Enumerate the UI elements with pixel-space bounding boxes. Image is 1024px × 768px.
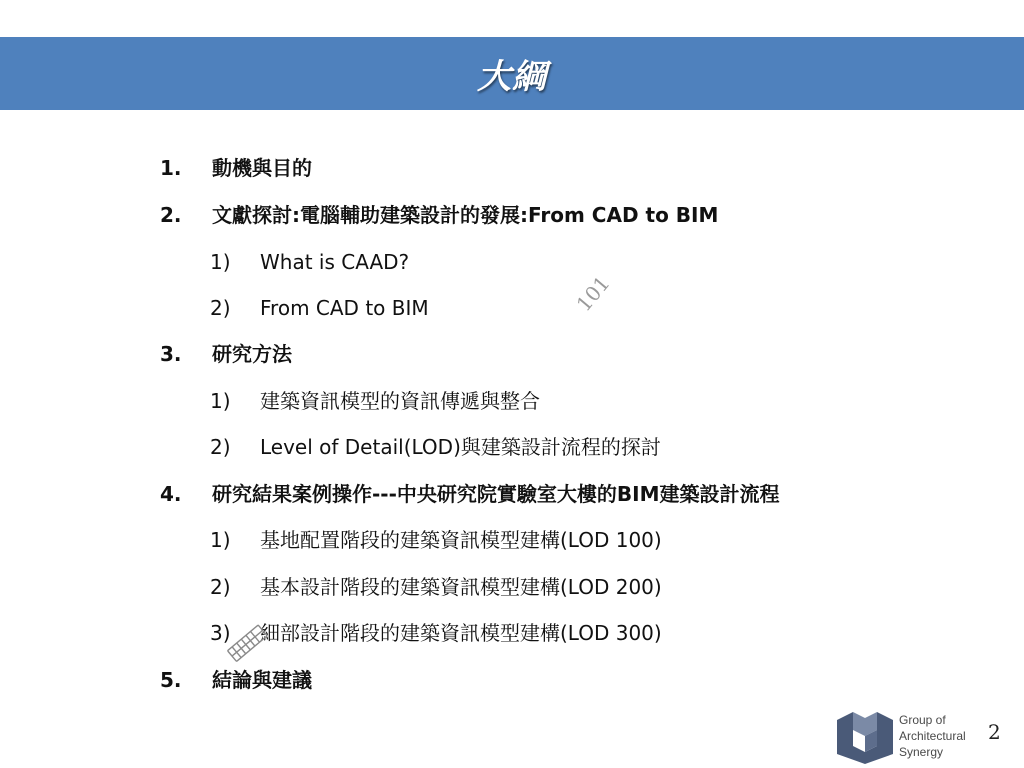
outline-item-number: 2. bbox=[160, 203, 182, 227]
group-logo-icon bbox=[835, 710, 895, 764]
logo-line: Architectural bbox=[899, 729, 966, 743]
watermark-stamp-icon bbox=[222, 622, 274, 666]
outline-subitem-text: 細部設計階段的建築資訊模型建構(LOD 300) bbox=[260, 621, 662, 645]
outline-item-number: 4. bbox=[160, 482, 182, 506]
outline-item-text: 動機與目的 bbox=[212, 156, 312, 180]
outline-subitem-number: 1) bbox=[210, 250, 231, 274]
outline-subitem-text: 建築資訊模型的資訊傳遞與整合 bbox=[260, 389, 540, 413]
outline-subitem-text: 基地配置階段的建築資訊模型建構(LOD 100) bbox=[260, 528, 662, 552]
outline-subitem-number: 2) bbox=[210, 575, 231, 599]
watermark-101: 101 bbox=[571, 271, 615, 316]
outline-subitem-number: 1) bbox=[210, 528, 231, 552]
outline-subitem-text: Level of Detail(LOD)與建築設計流程的探討 bbox=[260, 435, 661, 459]
outline-item-text: 研究方法 bbox=[212, 342, 292, 366]
outline-item-number: 3. bbox=[160, 342, 182, 366]
outline-subitem-text: From CAD to BIM bbox=[260, 296, 429, 320]
outline-item-number: 5. bbox=[160, 668, 182, 692]
outline-item-number: 1. bbox=[160, 156, 182, 180]
outline-subitem-text: What is CAAD? bbox=[260, 250, 410, 274]
outline-subitem-text: 基本設計階段的建築資訊模型建構(LOD 200) bbox=[260, 575, 662, 599]
outline-item-text: 結論與建議 bbox=[212, 668, 312, 692]
outline-item-text: 研究結果案例操作---中央研究院實驗室大樓的BIM建築設計流程 bbox=[212, 482, 780, 506]
outline-item-text: 文獻探討:電腦輔助建築設計的發展:From CAD to BIM bbox=[212, 203, 719, 227]
slide-title: 大綱 bbox=[477, 57, 547, 97]
outline-subitem-number: 1) bbox=[210, 389, 231, 413]
outline-subitem-number: 2) bbox=[210, 296, 231, 320]
outline-subitem-number: 3) bbox=[210, 621, 231, 645]
page-number: 2 bbox=[988, 720, 1001, 744]
logo-text bbox=[899, 712, 966, 760]
logo-line: Group of bbox=[899, 713, 946, 727]
outline-subitem-number: 2) bbox=[210, 435, 231, 459]
logo-line: Synergy bbox=[899, 745, 944, 759]
